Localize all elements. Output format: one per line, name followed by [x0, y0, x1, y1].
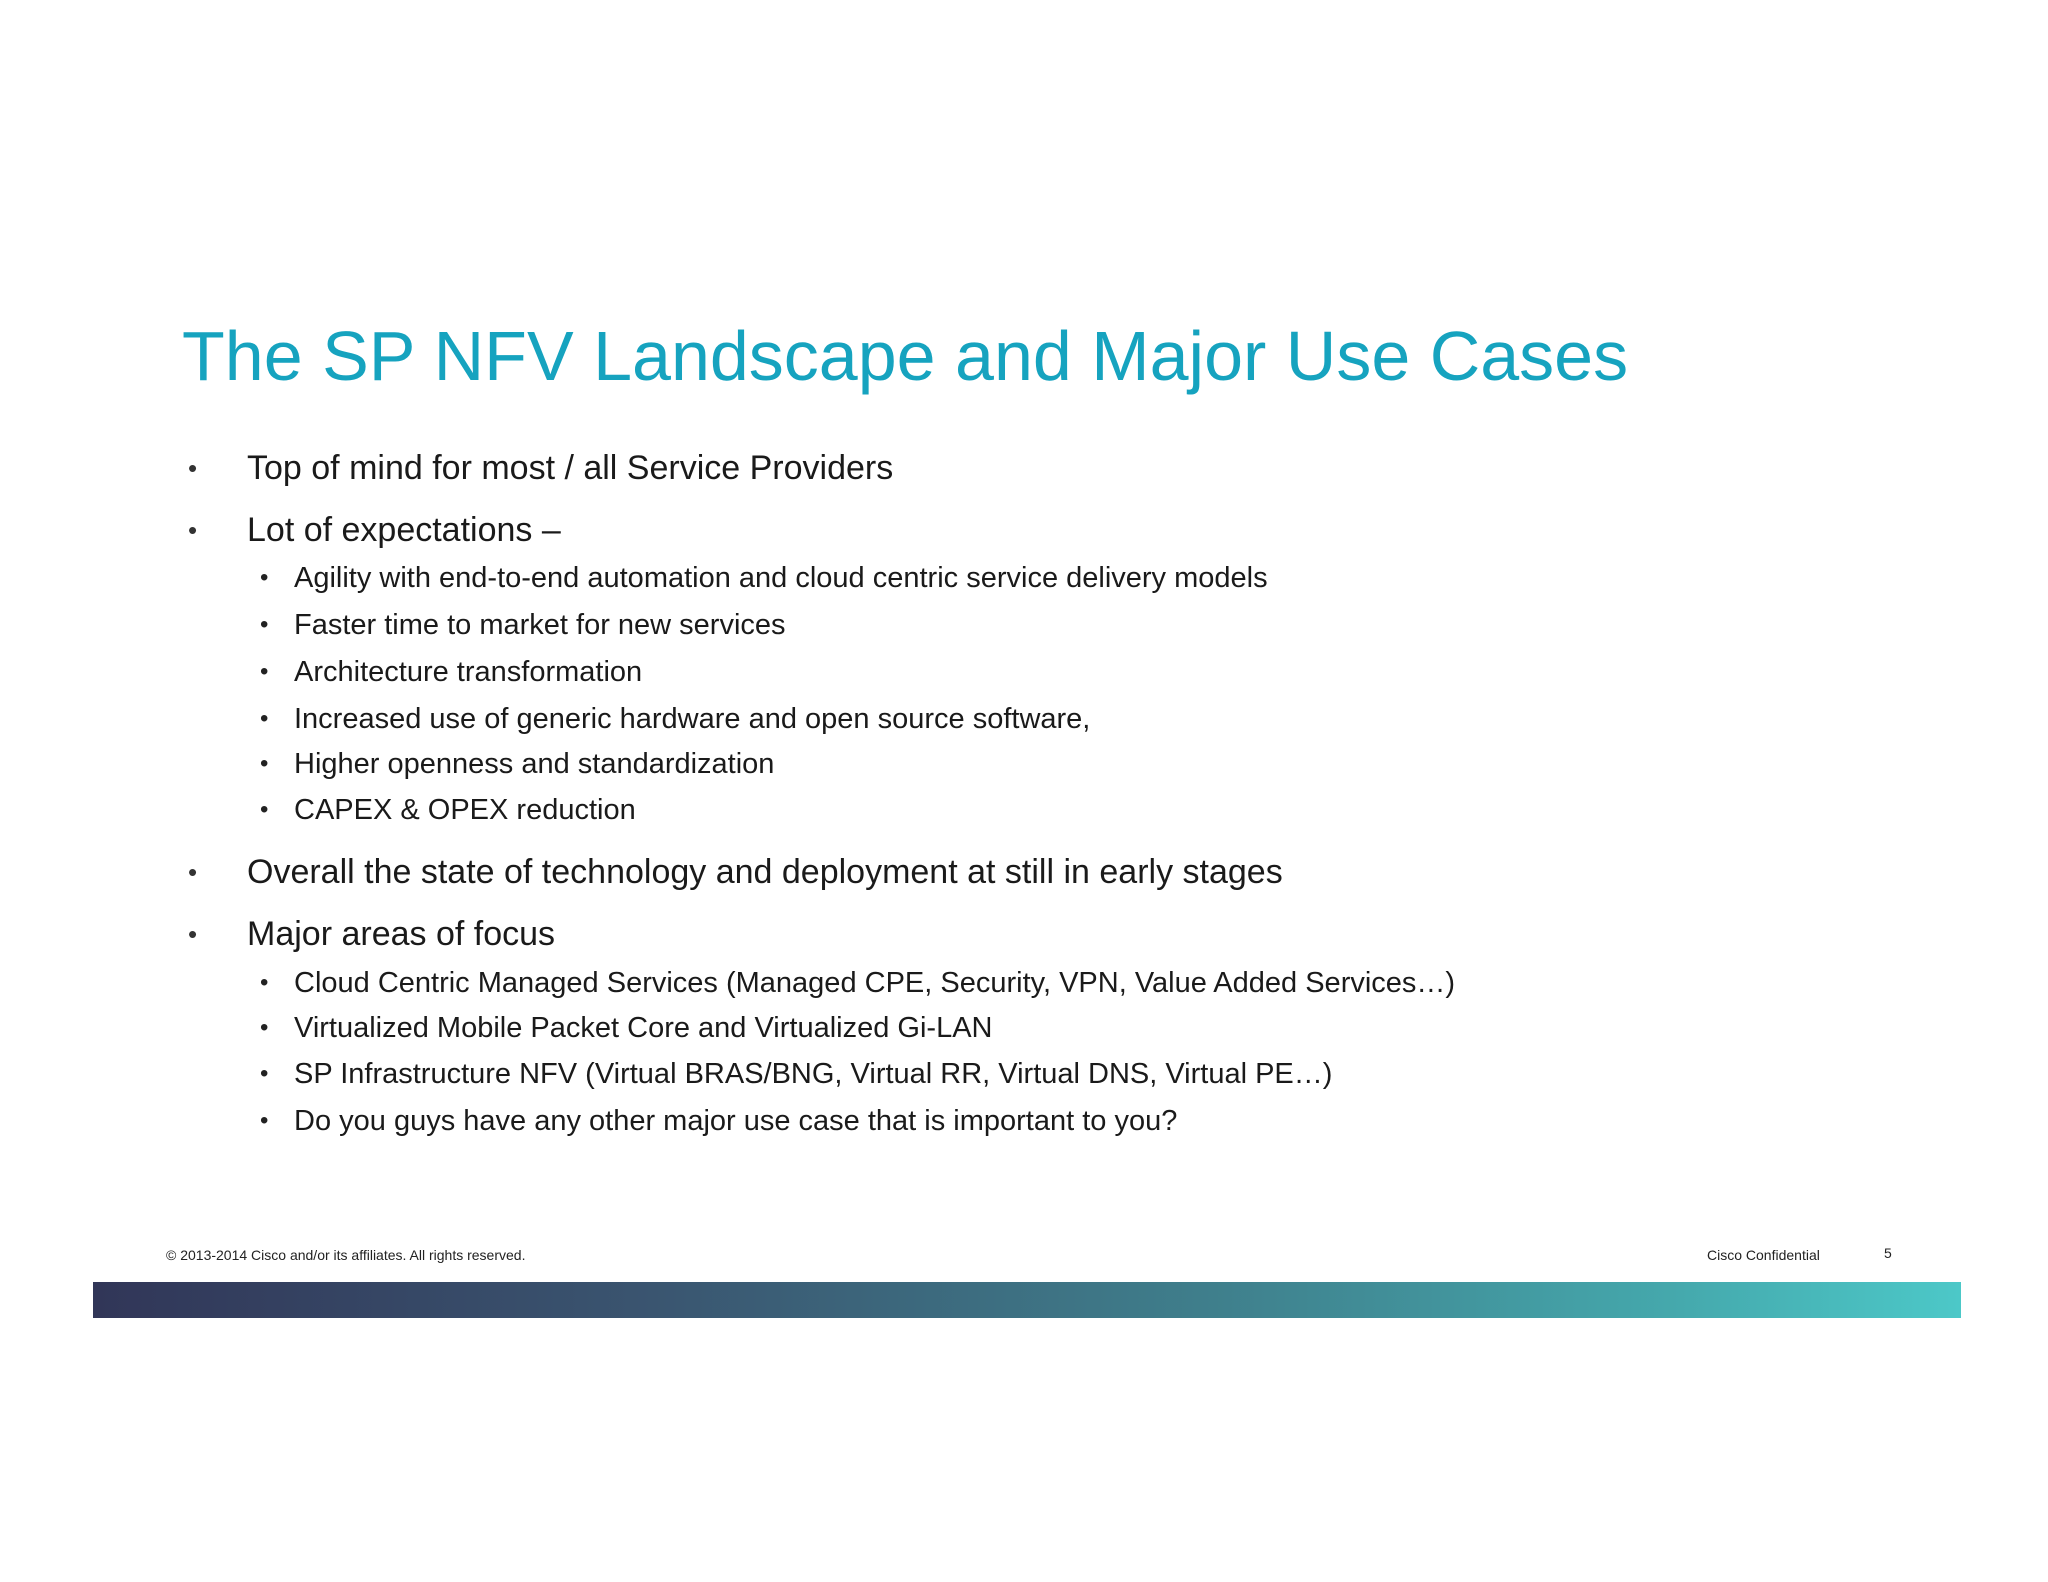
bullet-icon: •: [188, 515, 198, 545]
sub-bullet-text: Increased use of generic hardware and open source software,: [294, 703, 1091, 735]
bullet-icon: •: [260, 1060, 269, 1087]
sub-bullet-text: Virtualized Mobile Packet Core and Virtualized Gi-LAN: [294, 1012, 993, 1044]
sub-bullet-text: Faster time to market for new services: [294, 609, 786, 641]
footer-copyright: © 2013-2014 Cisco and/or its affiliates. All rights reserved.: [166, 1247, 526, 1263]
sub-bullet-text: Do you guys have any other major use case that is important to you?: [294, 1105, 1178, 1137]
sub-bullet-text: Cloud Centric Managed Services (Managed CPE, Security, VPN, Value Added Services…): [294, 967, 1456, 999]
bullet-icon: •: [260, 705, 269, 732]
bullet-text: Top of mind for most / all Service Providers: [247, 449, 894, 487]
bullet-icon: •: [260, 796, 269, 823]
bullet-icon: •: [260, 658, 269, 685]
bullet-icon: •: [260, 1014, 269, 1041]
bullet-icon: •: [188, 919, 198, 949]
bullet-icon: •: [260, 611, 269, 638]
bullet-text: Overall the state of technology and deployment at still in early stages: [247, 853, 1283, 891]
slide-title: The SP NFV Landscape and Major Use Cases: [182, 317, 1629, 395]
bullet-icon: •: [260, 564, 269, 591]
sub-bullet-text: SP Infrastructure NFV (Virtual BRAS/BNG, Virtual RR, Virtual DNS, Virtual PE…): [294, 1058, 1333, 1090]
sub-bullet-text: Architecture transformation: [294, 656, 643, 688]
bullet-icon: •: [188, 857, 198, 887]
bullet-text: Lot of expectations –: [247, 511, 561, 549]
bullet-icon: •: [260, 1107, 269, 1134]
footer-confidential: Cisco Confidential: [1707, 1247, 1820, 1263]
sub-bullet-text: CAPEX & OPEX reduction: [294, 794, 636, 826]
footer-page-number: 5: [1884, 1245, 1892, 1261]
footer-gradient-band: [93, 1282, 1961, 1318]
bullet-text: Major areas of focus: [247, 915, 556, 953]
bullet-icon: •: [260, 969, 269, 996]
sub-bullet-text: Agility with end-to-end automation and cloud centric service delivery models: [294, 562, 1268, 594]
bullet-icon: •: [260, 750, 269, 777]
bullet-icon: •: [188, 453, 198, 483]
sub-bullet-text: Higher openness and standardization: [294, 748, 775, 780]
